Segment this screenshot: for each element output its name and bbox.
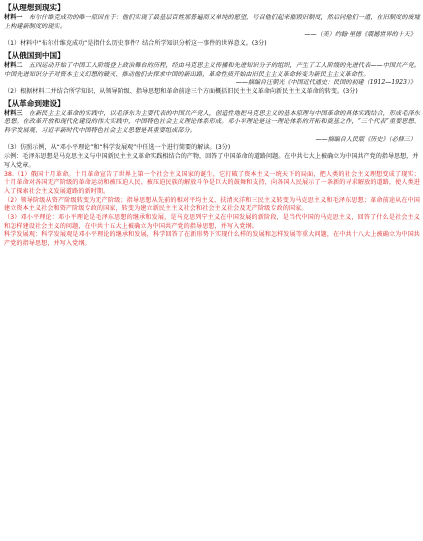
material-two-text: 五四运动开始了中国工人阶级登上政治舞台的历程，经由马克思主义传播和先进知识分子的组织，产生了工人阶级的先进代表——中国共产党。中国先进知识分子对资本主义幻想的破灭、推动他们去探求中国的新出路，革命性质开始由旧民主主义革命转变为新民主主义革命性。 [4,61,420,78]
section-heading-revolution-to-construction: 【从革命到建设】 [4,98,65,108]
material-three [4,110,420,136]
answer-two: （2）领导阶级从资产阶级转变为无产阶级；指导思想从先前的相对平均主义、扶清灭洋和三民主义转变为马克思主义和毛泽东思想；革命前途从在中国建立资本主义社会和资产阶级专政的国家，转变为建立新民主主义社会和社会主义社会及无产阶级专政的国家。 [4,196,420,213]
answer-one: 38.（1）俄国十月革命。十月革命宣告了世界上第一个社会主义国家的诞生，它打破了资本主义一统天下的局面，把人类的社会主义理想变成了现实；十月革命对各国无产阶级的革命运动和被压迫人民、被压迫民族的解放斗争是巨大的鼓舞和支持，向各国人民展示了一条新的寻求解放的道路，使人类进入了探索社会主义发展道路的新时期。 [4,170,420,195]
material-three-label: 材料三 [4,109,23,117]
material-one-source: ——（美）约翰·里德《震撼世界的十天》 [304,31,416,39]
section-heading-ideal-to-reality: 【从理想到现实】 [4,3,65,12]
material-three-source: ——摘编自人民版《历史》（必修三） [315,135,416,143]
material-one-text: 布尔什维克成功的唯一原因在于：他们实现了最基层百姓那普遍而又单纯的愿望，号召他们起来摧毁旧制度，然后同他们一道，在旧制度的废墟上构建新制度的现实。 [4,14,420,30]
section-heading-russia-to-china: 【从俄国到中国】 [4,50,65,60]
question-one: （1）材料中“布尔什维克成功”是指什么历史事件？结合所学知识分析这一事件的世界意义。(3分) [4,40,267,48]
material-one [4,14,420,31]
answer-three-scientific: 科学发展观：科学发展观是邓小平理论的继承和发展，科学回答了在新形势下实现什么样的发展和怎样发展等重大问题，在中共十八大上被确立为中国共产党的指导思想，并写入党纲。 [4,231,420,248]
material-two-label: 材料二 [4,61,23,69]
material-one-label: 材料一 [4,14,23,21]
question-two: （2）根据材料二并结合所学知识，从领导阶级、指导思想和革命前途三个方面概括旧民主主义革命向新民主主义革命的转变。(3分) [4,87,358,95]
answer-three-deng: （3）邓小平理论：邓小平理论是毛泽东思想的继承和发展，是马克思列宁主义在中国发展的新阶段，是当代中国的马克思主义，回答了什么是社会主义和怎样建设社会主义的问题，在中共十五大上被确立为中国共产党的指导思想，并写入党纲。 [4,214,420,230]
document-page [4,3,420,249]
question-three-example: 示例：毛泽东思想是马克思主义与中国新民主主义革命实践相结合的产物，回答了中国革命的道路问题。在中共七大上被确立为中国共产党的指导思想，并写入党章。 [4,153,419,169]
material-three-text: 在新民主主义革命的实践中，以毛泽东为主要代表的中国共产党人，创造性地把马克思主义的基本原理与中国革命的具体实践结合，形成毛泽东思想。在改革开放和现代化建设的伟大实践中，中国特色社会主义理论体系形成。邓小平理论是这一理论体系的开拓和奠基之作，“三个代表”重要思想、科学发展观、习近平新时代中国特色社会主义思想是其重要组成部分。 [4,109,420,135]
material-two-source: ——摘编自汪朝光《中国近代通史：民国的初建（1912—1923）》 [235,79,416,87]
material-two [4,62,420,79]
question-three: （3）仿照示例，从“邓小平理论”和“科学发展观”中任选一个进行简要的解读。(3分) [4,144,231,152]
